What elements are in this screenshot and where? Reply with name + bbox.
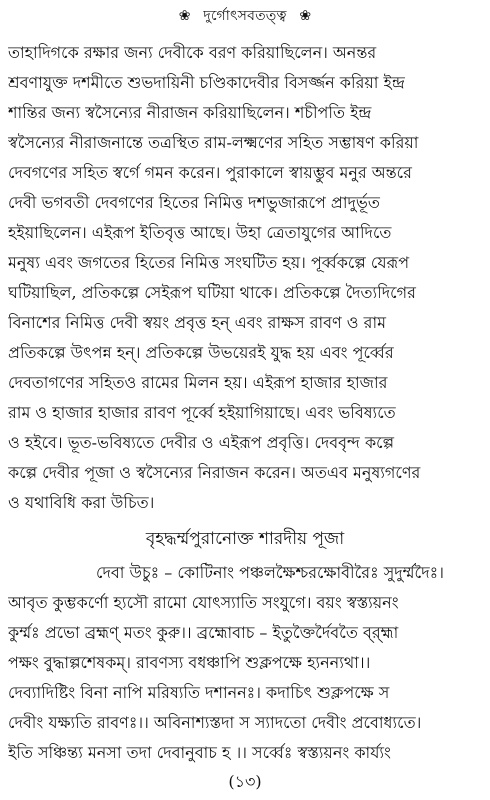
sanskrit-verse-block bbox=[8, 558, 482, 768]
page-number: (১৩) bbox=[228, 772, 262, 791]
verse-line: পক্ষং বুদ্ধাল্পশেষকম্। রাবণস্য বধঞ্চাপি শুক্লপক্ষে হ্যনন্যথা।। bbox=[8, 653, 371, 672]
body-line: কল্পে দেবীর পূজা ও স্বসৈন্যের নিরাজন করেন। অতএব মনুষ্যগণের bbox=[8, 463, 421, 482]
body-line: রাম ও হাজার হাজার রাবণ পূর্ব্বে হইয়াগিয়াছে। এবং ভবিষ্যতে bbox=[8, 403, 396, 422]
flower-ornament-right-icon: ❀ bbox=[299, 8, 312, 24]
section-heading: বৃহদ্ধর্ম্মপুরানোক্ত শারদীয় পূজা bbox=[145, 529, 345, 549]
body-line: দেবতাগণের সহিতও রামের মিলন হয়। এইরূপ হাজার হাজার bbox=[8, 373, 388, 392]
body-line: দেবগণের সহিত স্বর্গে গমন করেন। পুরাকালে স্বায়ম্ভুব মনুর অন্তরে bbox=[8, 163, 412, 182]
body-line: বিনাশের নিমিত্ত দেবী স্বয়ং প্রবৃত্ত হন্ এবং রাক্ষস রাবণ ও রাম bbox=[8, 313, 386, 332]
verse-line: দেবীং যক্ষ্যতি রাবণঃ।। অবিনাশ্যস্তদা স স্যাদতো দেবীং প্রবোধ্যতে। bbox=[8, 713, 422, 732]
body-line: তাহাদিগকে রক্ষার জন্য দেবীকে বরণ করিয়াছিলেন। অনন্তর bbox=[8, 43, 377, 62]
running-header bbox=[0, 4, 490, 28]
body-paragraph bbox=[8, 38, 482, 518]
body-line: ঘটিয়াছিল, প্রতিকল্পে সেইরূপ ঘটিয়া থাকে। প্রতিকল্পে দৈত্যদিগের bbox=[8, 283, 416, 302]
verse-line: আবৃত কুম্ভকর্ণো হ্যসৌ রামো যোৎস্যাতি সংযুগে। বয়ং স্বস্ত্যয়নং bbox=[8, 593, 399, 612]
verse-line: দেবা উচুঃ – কোটিনাং পঞ্চলক্ষৈশ্চরক্ষোবীরৈঃ সুদুর্ম্মদৈঃ। bbox=[96, 563, 444, 582]
body-line: মনুষ্য এবং জগতের হিতের নিমিত্ত সংঘটিত হয়। পূর্ব্বকল্পে যেরূপ bbox=[8, 253, 410, 272]
flower-ornament-left-icon: ❀ bbox=[178, 8, 191, 24]
body-line: প্রতিকল্পে উৎপন্ন হন্। প্রতিকল্পে উভয়েরই যুদ্ধ হয় এবং পূর্ব্বের bbox=[8, 343, 394, 362]
body-line: শান্তির জন্য স্বসৈন্যের নীরাজন করিয়াছিলেন। শচীপতি ইন্দ্র bbox=[8, 103, 372, 122]
header-title: দুর্গোৎসবতত্ত্ব bbox=[203, 8, 287, 24]
body-line: দেবী ভগবতী দেবগণের হিতের নিমিত্ত দশভুজারূপে প্রাদুর্ভূত bbox=[8, 193, 380, 212]
body-line: স্বসৈন্যের নীরাজনান্তে তত্রস্থিত রাম-লক্ষ্মণের সহিত সম্ভাষণ করিয়া bbox=[8, 133, 419, 152]
verse-line: কুর্ম্মঃ প্রভো ব্রহ্মণ্ মতং কুরু।। ব্রহ্মোবাচ – ইতুক্তৈর্দৈবতৈ ব্র্হ্মা bbox=[8, 623, 399, 642]
body-line: ও যথাবিধি করা উচিত। bbox=[8, 493, 155, 512]
body-line: ও হইবে। ভূত-ভবিষ্যতে দেবীর ও এইরূপ প্রবৃত্তি। দেববৃন্দ কল্পে bbox=[8, 433, 395, 452]
verse-line: দেব্যাদিষ্টিং বিনা নাপি মরিষ্যতি দশাননঃ। কদাচিৎ শুক্লপক্ষে স bbox=[8, 683, 390, 702]
body-line: শ্রবণাযুক্ত দশমীতে শুভদায়িনী চণ্ডিকাদেবীর বিসর্জ্জন করিয়া ইন্দ্র bbox=[8, 73, 405, 92]
verse-line: ইতি সঞ্চিন্ত্য মনসা তদা দেবানুবাচ হ ।। সর্ব্বেঃ স্বস্ত্যয়নং কার্য্যং bbox=[8, 743, 391, 762]
body-line: হইয়াছিলেন। এইরূপ ইতিবৃত্ত আছে। উহা ত্রেতাযুগের আদিতে bbox=[8, 223, 392, 242]
